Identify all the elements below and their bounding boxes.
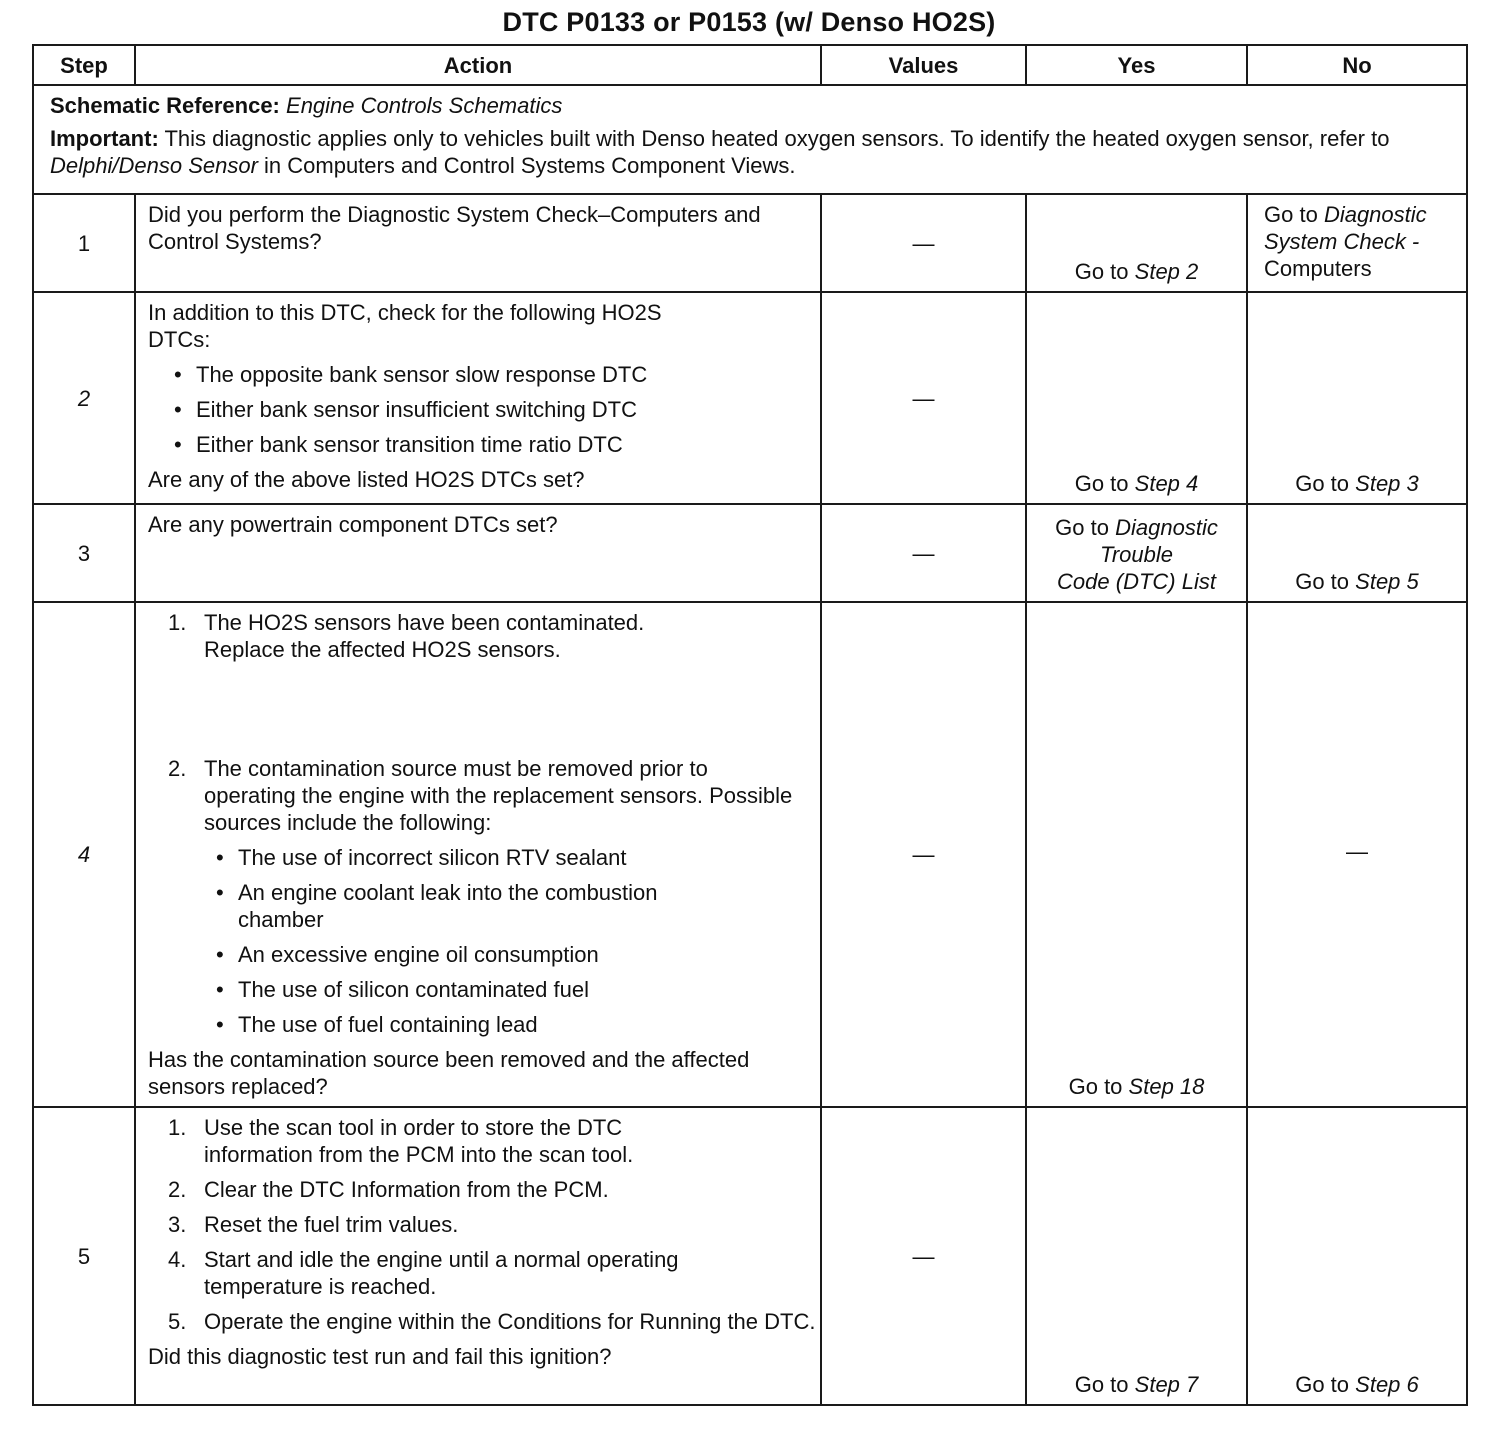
yes-prefix: Go to: [1074, 259, 1129, 284]
action-intro: In addition to this DTC, check for the following HO2S DTCs:: [148, 300, 662, 352]
no-cell: [1247, 1107, 1467, 1405]
schematic-reference: [50, 92, 1456, 119]
item-text: Start and idle the engine until a normal operating temperature is reached.: [204, 1247, 679, 1299]
item-number: 2.: [168, 756, 187, 781]
list-item: [168, 1114, 810, 1168]
yes-prefix: Go to: [1074, 471, 1129, 496]
header-yes: Yes: [1026, 45, 1247, 85]
list-item: • An engine coolant leak into the combustion chamber: [204, 879, 738, 933]
schematic-label: Schematic Reference:: [50, 93, 280, 118]
info-cell: [33, 85, 1467, 194]
yes-cell: [1026, 292, 1247, 504]
list-item: [168, 1246, 810, 1300]
item-number: 2.: [168, 1177, 187, 1202]
list-item: • The opposite bank sensor slow response DTC: [168, 361, 810, 388]
item-number: 1.: [168, 610, 187, 635]
yes-cell: [1026, 1107, 1247, 1405]
action-cell: Did you perform the Diagnostic System Check–Computers and Control Systems?: [135, 194, 821, 292]
no-cell: [1247, 504, 1467, 602]
step-number: 5: [33, 1107, 135, 1405]
schematic-link[interactable]: Engine Controls Schematics: [286, 93, 563, 118]
list-item: [168, 1211, 810, 1238]
no-cell: [1247, 194, 1467, 292]
no-cell: [1247, 292, 1467, 504]
yes-cell: [1026, 602, 1247, 1107]
action-cell: [135, 602, 821, 1107]
header-step: Step: [33, 45, 135, 85]
no-suffix: Computers: [1264, 256, 1372, 281]
info-row: [33, 85, 1467, 194]
item-number: 4.: [168, 1247, 187, 1272]
step-number: 4: [33, 602, 135, 1107]
header-action: Action: [135, 45, 821, 85]
dtc-bullet-list: [148, 361, 810, 458]
action-cell: [135, 1107, 821, 1405]
action-cell: Are any powertrain component DTCs set?: [135, 504, 821, 602]
item-text: The HO2S sensors have been contaminated. Replace the affected HO2S sensors.: [204, 610, 645, 662]
list-item: • The use of fuel containing lead: [204, 1011, 810, 1038]
no-link[interactable]: Step 3: [1355, 471, 1419, 496]
item-text: Operate the engine within the Conditions for Running the DTC.: [204, 1309, 816, 1334]
header-no: No: [1247, 45, 1467, 85]
no-prefix: Go to: [1295, 471, 1350, 496]
no-cell: —: [1247, 602, 1467, 1107]
list-item: [168, 755, 810, 1038]
important-ref-link[interactable]: Delphi/Denso Sensor: [50, 153, 258, 178]
yes-link[interactable]: Step 4: [1134, 471, 1199, 496]
yes-prefix: Go to: [1068, 1074, 1123, 1099]
item-text: Clear the DTC Information from the PCM.: [204, 1177, 609, 1202]
yes-link[interactable]: Code (DTC) List: [1057, 569, 1216, 594]
important-label: Important:: [50, 126, 159, 151]
yes-link[interactable]: Trouble: [1100, 542, 1173, 567]
yes-link[interactable]: Diagnostic: [1115, 515, 1218, 540]
yes-cell: [1026, 504, 1247, 602]
list-item: • Either bank sensor insufficient switching DTC: [168, 396, 810, 423]
list-item: [168, 1308, 816, 1335]
no-prefix: Go to: [1295, 1372, 1350, 1397]
yes-prefix: Go to: [1074, 1372, 1129, 1397]
table-row: [33, 1107, 1467, 1405]
action-question: Are any of the above listed HO2S DTCs set?: [148, 467, 585, 492]
no-link[interactable]: Step 6: [1355, 1372, 1419, 1397]
source-bullet-list: [204, 844, 810, 1038]
yes-cell: [1026, 194, 1247, 292]
no-link[interactable]: Diagnostic System Check -: [1264, 202, 1427, 254]
no-prefix: Go to: [1264, 202, 1318, 227]
values-cell: —: [821, 194, 1026, 292]
table-row: [33, 602, 1467, 1107]
table-row: [33, 194, 1467, 292]
values-cell: —: [821, 602, 1026, 1107]
yes-link[interactable]: Step 18: [1128, 1074, 1205, 1099]
item-number: 3.: [168, 1212, 187, 1237]
values-cell: —: [821, 1107, 1026, 1405]
item-number: 1.: [168, 1115, 187, 1140]
no-prefix: Go to: [1295, 569, 1350, 594]
item-text: Reset the fuel trim values.: [204, 1212, 459, 1237]
important-text-1: This diagnostic applies only to vehicles built with Denso heated oxygen sensors. To identify the heated oxygen sensor, refer to: [164, 126, 1390, 151]
action-cell: [135, 292, 821, 504]
table-row: [33, 292, 1467, 504]
procedure-list: [148, 609, 810, 1038]
step-number: 3: [33, 504, 135, 602]
list-item: [168, 1176, 810, 1203]
item-text: The contamination source must be removed prior to operating the engine with the replacement sensors. Possible sources include the following:: [204, 756, 793, 835]
list-item: • Either bank sensor transition time ratio DTC: [168, 431, 810, 458]
list-item: [168, 609, 810, 663]
diagnostic-table: [32, 44, 1468, 1406]
action-question: Has the contamination source been removed and the affected sensors replaced?: [148, 1047, 750, 1099]
list-item: • An excessive engine oil consumption: [204, 941, 810, 968]
yes-prefix: Go to: [1055, 515, 1109, 540]
action-question: Did this diagnostic test run and fail this ignition?: [148, 1344, 612, 1369]
header-row: [33, 45, 1467, 85]
important-text-2: in Computers and Control Systems Component Views.: [264, 153, 796, 178]
yes-link[interactable]: Step 7: [1134, 1372, 1199, 1397]
procedure-list: [148, 1114, 816, 1335]
step-number: 2: [33, 292, 135, 504]
item-text: Use the scan tool in order to store the DTC information from the PCM into the scan tool.: [204, 1115, 634, 1167]
item-number: 5.: [168, 1309, 187, 1334]
header-values: Values: [821, 45, 1026, 85]
important-note: [50, 125, 1456, 179]
no-link[interactable]: Step 5: [1355, 569, 1419, 594]
list-item: • The use of incorrect silicon RTV sealant: [204, 844, 810, 871]
values-cell: —: [821, 504, 1026, 602]
table-row: [33, 504, 1467, 602]
list-item: • The use of silicon contaminated fuel: [204, 976, 810, 1003]
step-number: 1: [33, 194, 135, 292]
page-title: DTC P0133 or P0153 (w/ Denso HO2S): [502, 7, 996, 37]
yes-link[interactable]: Step 2: [1134, 259, 1199, 284]
values-cell: —: [821, 292, 1026, 504]
